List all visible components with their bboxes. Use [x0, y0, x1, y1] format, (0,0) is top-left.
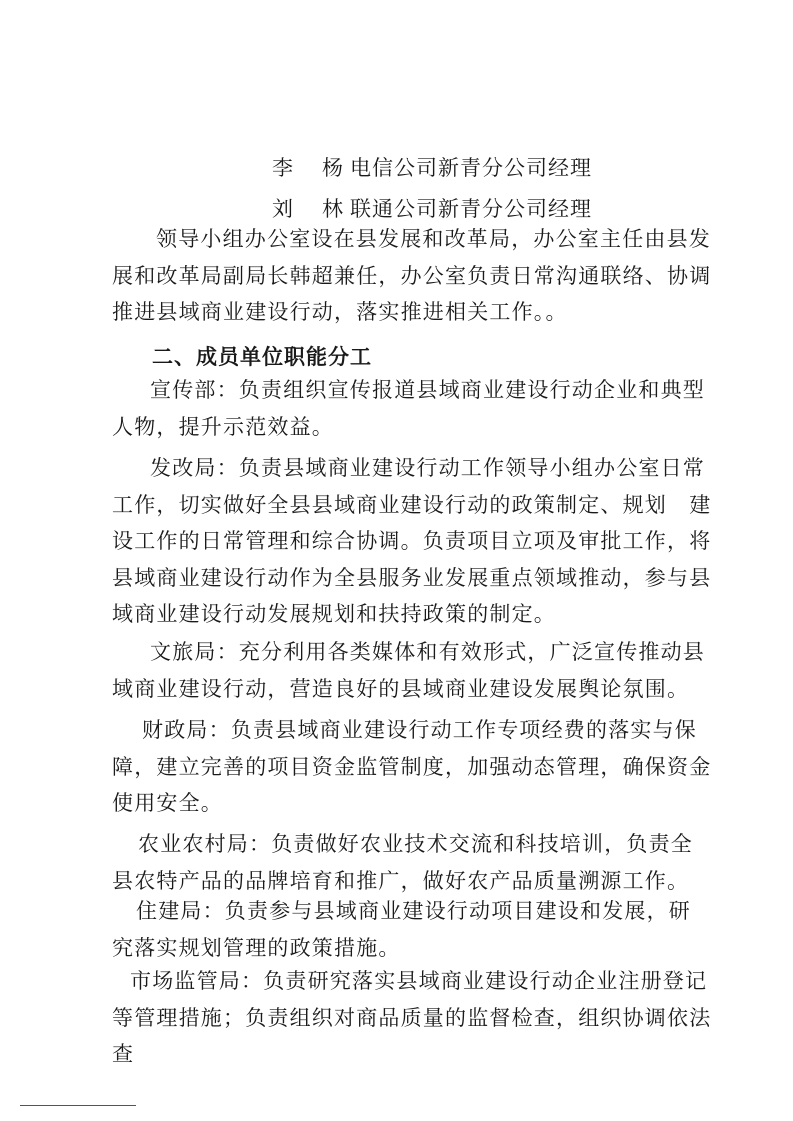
- duty-culture-tourism: 文旅局：充分利用各类媒体和有效形式，广泛宣传推动县域商业建设行动，营造良好的县域商业建设发展舆论氛围。: [112, 640, 705, 701]
- member-line-2: [272, 193, 592, 223]
- member-role: 电信公司新青分公司经理: [350, 156, 592, 180]
- duty-propaganda: 宣传部：负责组织宣传报道县域商业建设行动企业和典型人物，提升示范效益。: [112, 378, 705, 439]
- member-name: 李 杨: [272, 156, 347, 180]
- duty-finance: 财政局：负责县域商业建设行动工作专项经费的落实与保障，建立完善的项目资金监管制度，加强动态管理，确保资金使用安全。: [112, 718, 712, 815]
- member-line-1: [272, 152, 592, 182]
- member-role: 联通公司新青分公司经理: [350, 197, 592, 221]
- section-heading: 二、成员单位职能分工: [152, 345, 372, 369]
- duty-agriculture: 农业农村局：负责做好农业技术交流和科技培训，负责全县农特产品的品牌培育和推广，做好农产品质量溯源工作。: [112, 832, 693, 893]
- office-paragraph: 领导小组办公室设在县发展和改革局，办公室主任由县发展和改革局副局长韩超兼任，办公室负责日常沟通联络、协调推进县域商业建设行动，落实推进相关工作。。: [112, 227, 712, 324]
- footer-rule: [20, 1105, 136, 1106]
- member-name: 刘 林: [272, 197, 347, 221]
- duty-development-reform: 发改局：负责县域商业建设行动工作领导小组办公室日常工作，切实做好全县县域商业建设行动的政策制定、规划 建设工作的日常管理和综合协调。负责项目立项及审批工作，将县域商业建设行动作为全县服务业发展重点领域推动，参与县域商业建设行动发展规划和扶持政策的制定。: [112, 456, 712, 626]
- duty-housing-construction: 住建局：负责参与县域商业建设行动项目建设和发展，研究落实规划管理的政策措施。: [112, 899, 691, 960]
- duty-market-supervision: 市场监管局：负责研究落实县域商业建设行动企业注册登记等管理措施；负责组织对商品质量的监督检查，组织协调依法查: [112, 969, 712, 1066]
